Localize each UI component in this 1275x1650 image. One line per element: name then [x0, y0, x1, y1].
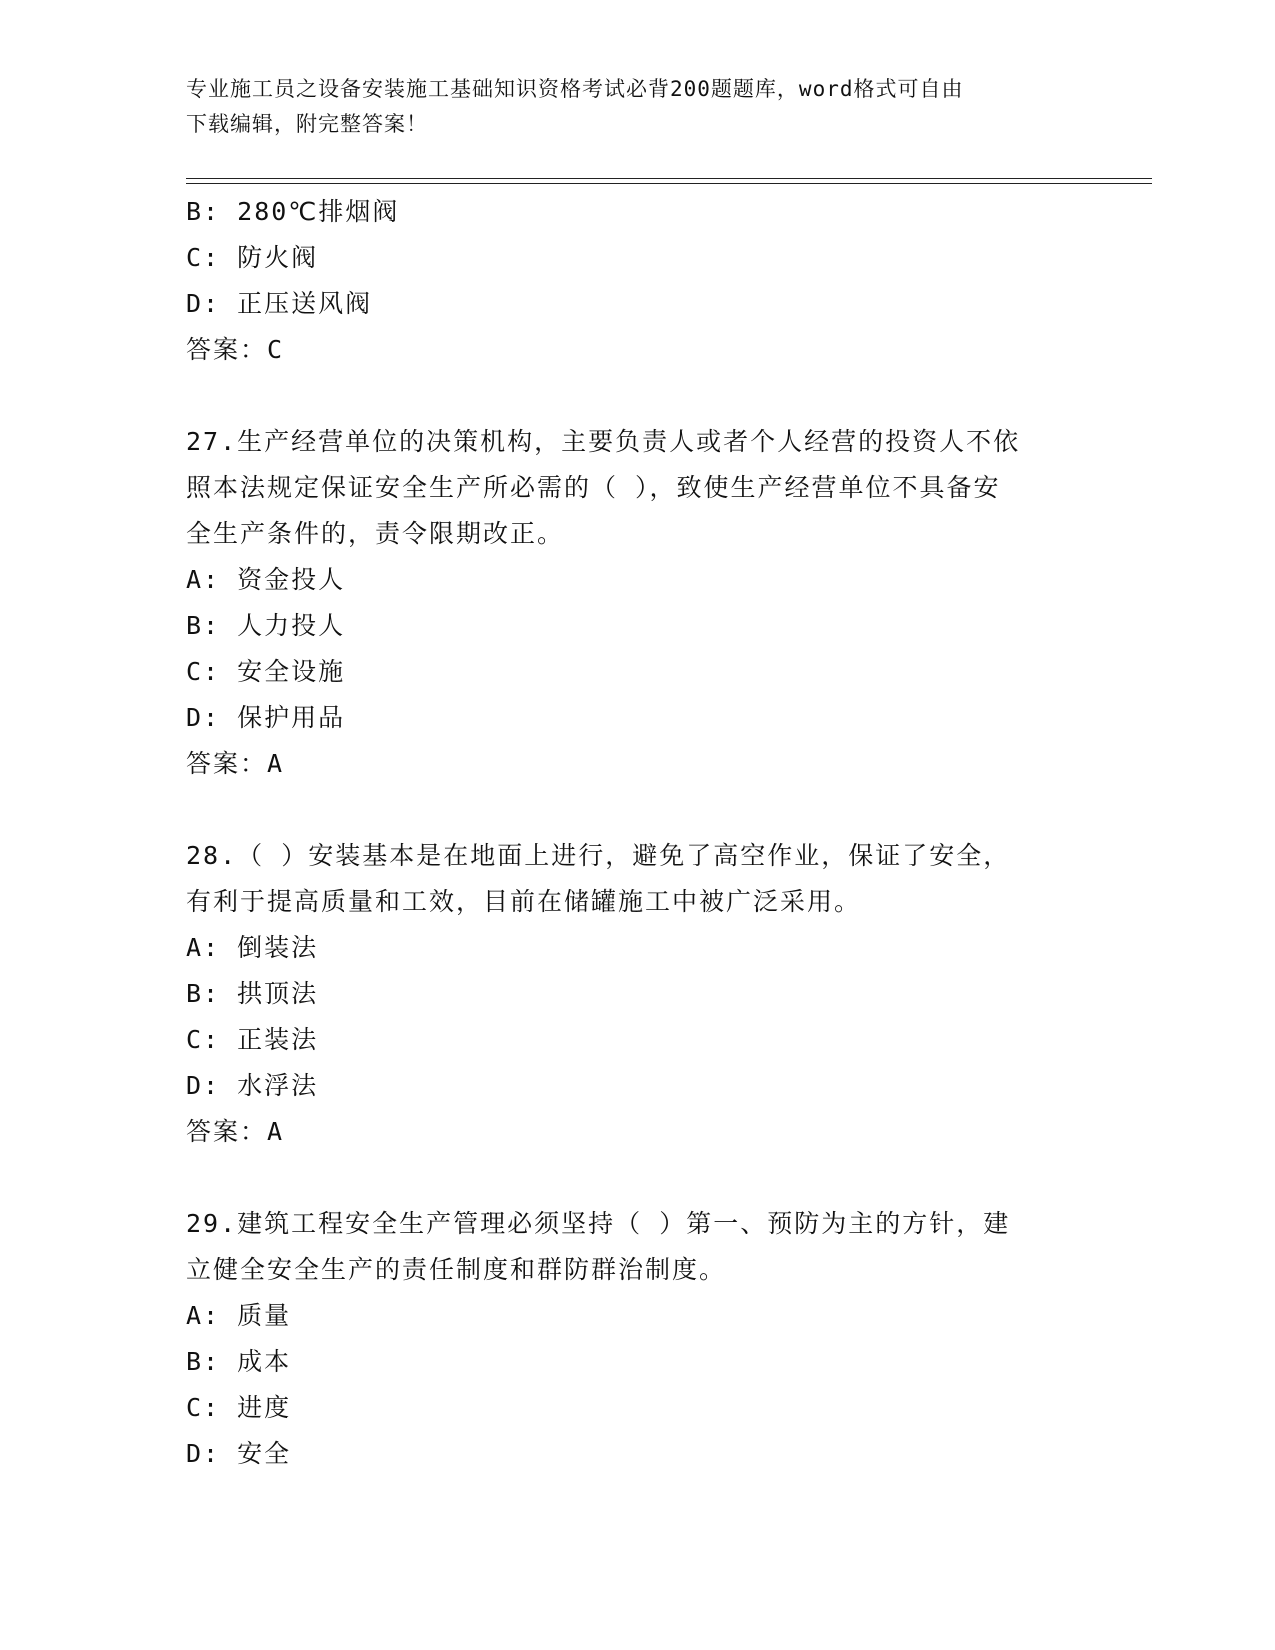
question-28 — [186, 833, 1086, 1155]
option-d: D: 安全 — [186, 1439, 292, 1468]
option-c: C: 防火阀 — [186, 243, 319, 272]
answer-label: 答案： — [186, 335, 268, 364]
question-26-tail — [186, 189, 1086, 373]
stem-line: 28.（ ）安装基本是在地面上进行，避免了高空作业，保证了安全， — [186, 841, 1011, 870]
option-b: B: 成本 — [186, 1347, 292, 1376]
answer-value: C — [267, 335, 285, 364]
stem-line: 27.生产经营单位的决策机构，主要负责人或者个人经营的投资人不依 — [186, 427, 1021, 456]
question-27 — [186, 419, 1086, 787]
option-d: D: 正压送风阀 — [186, 289, 373, 318]
question-29 — [186, 1201, 1086, 1477]
answer-label: 答案： — [186, 749, 268, 778]
option-b: B: 人力投人 — [186, 611, 346, 640]
question-list — [186, 189, 1086, 1477]
document-header — [186, 72, 1066, 142]
stem-line: 29.建筑工程安全生产管理必须坚持（ ）第一、预防为主的方针，建 — [186, 1209, 1011, 1238]
stem-line: 立健全安全生产的责任制度和群防群治制度。 — [186, 1255, 727, 1284]
header-divider — [186, 183, 1152, 184]
answer-line — [186, 327, 1086, 373]
option-c: C: 进度 — [186, 1393, 292, 1422]
option-d: D: 保护用品 — [186, 703, 346, 732]
option-a: A: 资金投人 — [186, 565, 346, 594]
header-divider — [186, 178, 1152, 179]
stem-line: 有利于提高质量和工效，目前在储罐施工中被广泛采用。 — [186, 887, 862, 916]
answer-line — [186, 1109, 1086, 1155]
answer-line — [186, 741, 1086, 787]
answer-value: A — [267, 749, 285, 778]
header-line: 专业施工员之设备安装施工基础知识资格考试必背200题题库，word格式可自由 — [186, 77, 964, 101]
option-c: C: 正装法 — [186, 1025, 319, 1054]
option-a: A: 质量 — [186, 1301, 292, 1330]
question-stem — [186, 1201, 1086, 1293]
answer-label: 答案： — [186, 1117, 268, 1146]
option-b: B: 拱顶法 — [186, 979, 319, 1008]
stem-line: 照本法规定保证安全生产所必需的（ ），致使生产经营单位不具备安 — [186, 473, 1001, 502]
option-a: A: 倒装法 — [186, 933, 319, 962]
answer-value: A — [267, 1117, 285, 1146]
stem-line: 全生产条件的，责令限期改正。 — [186, 519, 565, 548]
question-stem — [186, 833, 1086, 925]
option-b: B: 280℃排烟阀 — [186, 197, 400, 226]
option-d: D: 水浮法 — [186, 1071, 319, 1100]
header-line: 下载编辑，附完整答案！ — [186, 112, 428, 136]
question-stem — [186, 419, 1086, 557]
option-c: C: 安全设施 — [186, 657, 346, 686]
